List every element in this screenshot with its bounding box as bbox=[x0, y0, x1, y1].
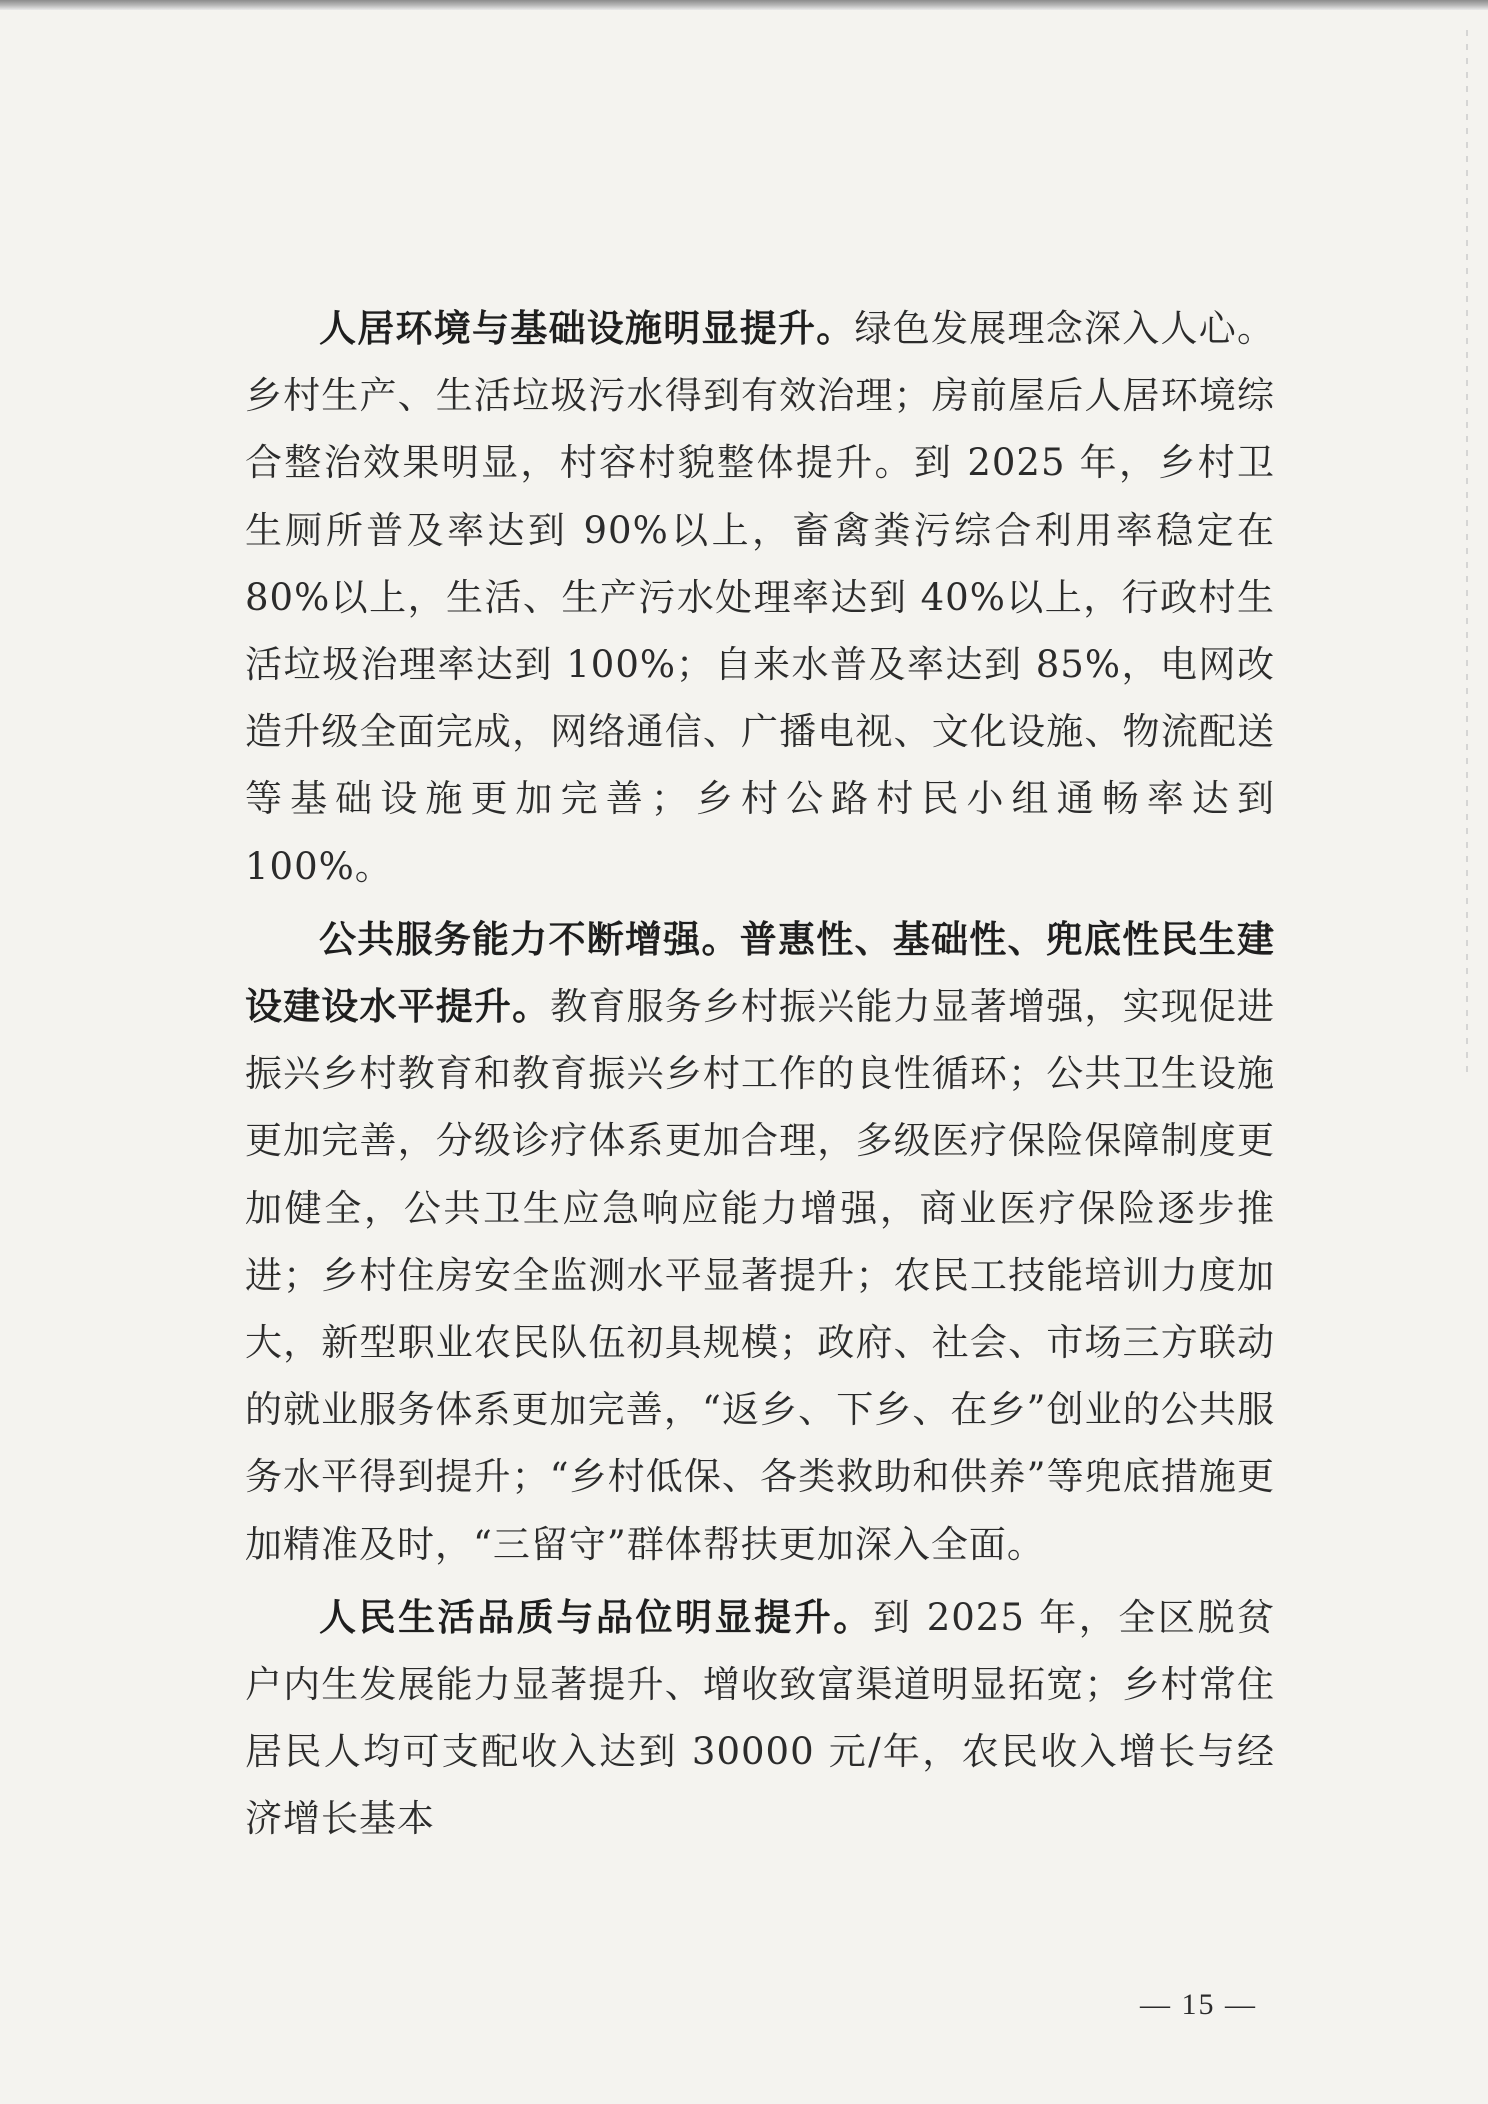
scan-edge-top bbox=[0, 0, 1488, 10]
paragraph-text: 绿色发展理念深入人心。乡村生产、生活垃圾污水得到有效治理；房前屋后人居环境综合整治效果明显，村容村貌整体提升。到 2025 年，乡村卫生厕所普及率达到 90%以上，畜禽粪污综合利用率稳定在 80%以上，生活、生产污水处理率达到 40%以上，行政村生活垃圾治理率达到 100%；自来水普及率达到 85%，电网改造升级全面完成，网络通信、广播电视、文化设施、物流配送等基础设施更加完善；乡村公路村民小组通畅率达到 100%。 bbox=[245, 307, 1275, 888]
document-body bbox=[245, 295, 1275, 1859]
paragraph-public-services bbox=[245, 906, 1275, 1578]
paragraph-text: 教育服务乡村振兴能力显著增强，实现促进振兴乡村教育和教育振兴乡村工作的良性循环；公共卫生设施更加完善，分级诊疗体系更加合理，多级医疗保险保障制度更加健全，公共卫生应急响应能力增强，商业医疗保险逐步推进；乡村住房安全监测水平显著提升；农民工技能培训力度加大，新型职业农民队伍初具规模；政府、社会、市场三方联动的就业服务体系更加完善，“返乡、下乡、在乡”创业的公共服务水平得到提升；“乡村低保、各类救助和供养”等兜底措施更加精准及时，“三留守”群体帮扶更加深入全面。 bbox=[245, 985, 1276, 1566]
paragraph-lead: 人居环境与基础设施明显提升。 bbox=[319, 306, 855, 350]
scan-edge-right bbox=[1466, 30, 1468, 1080]
paragraph-living-environment bbox=[245, 295, 1275, 900]
paragraph-lead: 公共服务能力不断增强。普惠性、基础性、兜底性民生建设建设水平提升。 bbox=[245, 916, 1275, 1029]
paragraph-text: 到 2025 年，全区脱贫户内生发展能力显著提升、增收致富渠道明显拓宽；乡村常住居民人均可支配收入达到 30000 元/年，农民收入增长与经济增长基本 bbox=[245, 1595, 1276, 1841]
page-number: — 15 — bbox=[1140, 1988, 1257, 2021]
paragraph-lead: 人民生活品质与品位明显提升。 bbox=[319, 1594, 873, 1639]
paragraph-living-quality bbox=[245, 1584, 1275, 1853]
